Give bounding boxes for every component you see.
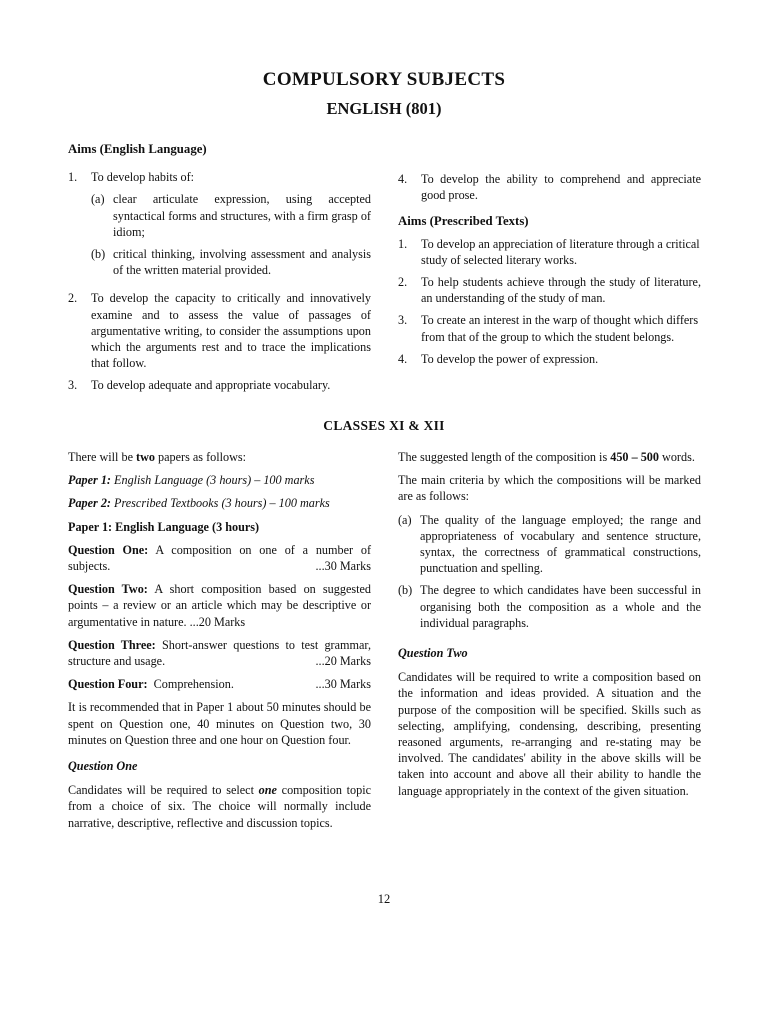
papers-intro-post: papers as follows: xyxy=(155,450,247,464)
question-one-heading: Question One xyxy=(68,759,138,774)
aims-language-heading: Aims (English Language) xyxy=(68,142,207,156)
aims-language-section xyxy=(68,141,371,400)
item-text: To develop an appreciation of literature through a critical study of selected literary works. xyxy=(421,236,700,267)
time-recommendation: It is recommended that in Paper 1 about 50 minutes should be spent on Question one, 40 minutes on Question two, 30 minutes on Question three and one hour on Question four. xyxy=(68,700,371,747)
item-text: To help students achieve through the study of literature, an understanding of the study of man. xyxy=(421,275,701,306)
item-number: 4. xyxy=(398,172,408,186)
page-number: 12 xyxy=(377,892,391,906)
question-two-heading: Question Two xyxy=(398,646,468,661)
papers-intro-pre: There will be xyxy=(68,450,137,464)
question-two-marks: ...20 Marks xyxy=(189,614,246,629)
item-text: To create an interest in the warp of thought which differs from that of the group to which the student belongs. xyxy=(421,313,699,344)
question-three-label: Question Three: xyxy=(68,637,156,652)
question-three-text: Short-answer questions to test grammar, structure and usage. xyxy=(68,637,372,669)
question-three-row xyxy=(68,637,371,669)
paper-2-line xyxy=(68,495,371,511)
classes-heading: CLASSES XI & XII xyxy=(323,418,445,433)
composition-length-pre: The suggested length of the composition is xyxy=(398,450,611,464)
question-four-marks: ...30 Marks xyxy=(315,677,371,692)
question-one-desc-emph: one xyxy=(258,783,277,798)
item-number: 4. xyxy=(398,351,408,366)
criteria-text: The degree to which candidates have been successful in organising both the composition as a whole and the individual paragraphs. xyxy=(420,583,701,630)
sub-item-text: clear articulate expression, using accepted syntactical forms and structures, with a firm grasp of idiom; xyxy=(113,192,371,239)
paper-1-line xyxy=(68,472,371,488)
criteria-number: (a) xyxy=(398,512,412,527)
criteria-item-b xyxy=(398,582,701,631)
composition-length xyxy=(398,449,701,465)
item-number: 2. xyxy=(398,275,408,290)
question-two-text: A short composition based on suggested points – a review or an article which may be descriptive or argumentative in nature. xyxy=(68,582,371,629)
item-text: To develop the capacity to critically and innovatively examine and to assess the value of passages of argumentative writing, to consider the assumptions upon which the arguments rest and to trace the implications that follow. xyxy=(91,291,371,371)
aims-texts-heading: Aims (Prescribed Texts) xyxy=(398,214,529,229)
item-text: To develop habits of: xyxy=(91,170,195,185)
page-subtitle: ENGLISH (801) xyxy=(326,99,442,118)
criteria-text: The quality of the language employed; the range and appropriateness of vocabulary and sentence structure, syntax, the correctness of grammatical constructions, punctuation and spelling. xyxy=(420,512,701,576)
question-four-text: Comprehension. xyxy=(147,677,234,692)
question-one-marks: ...30 Marks xyxy=(315,559,371,574)
question-three-marks: ...20 Marks xyxy=(315,654,371,669)
question-one-desc-post: composition topic from a choice of six. The choice will normally include narrative, descriptive, reflective and discussion topics. xyxy=(68,783,371,830)
papers-intro xyxy=(68,449,371,465)
question-one-row xyxy=(68,542,371,574)
aims-texts-item xyxy=(398,274,701,306)
item-text: To develop the ability to comprehend and appreciate good prose. xyxy=(421,172,701,203)
item-number: 3. xyxy=(398,313,408,328)
page-title: COMPULSORY SUBJECTS xyxy=(262,69,506,90)
item-number: 1. xyxy=(398,236,408,251)
question-one-description xyxy=(68,782,371,831)
papers-section xyxy=(68,449,371,838)
criteria-number: (b) xyxy=(398,583,413,598)
aims-texts-item xyxy=(398,312,701,344)
papers-intro-bold: two xyxy=(136,450,155,464)
question-one-text: A composition on one of a number of subjects. xyxy=(68,542,371,574)
aims-language-item-1 xyxy=(68,169,371,278)
aims-language-item-1b xyxy=(91,246,371,278)
aims-texts-item xyxy=(398,236,701,268)
criteria-intro: The main criteria by which the compositions will be marked are as follows: xyxy=(398,473,701,504)
aims-texts-item xyxy=(398,351,701,367)
aims-language-item-1a xyxy=(91,191,371,240)
aims-right-section xyxy=(398,171,701,373)
sub-item-number: (a) xyxy=(91,192,105,207)
paper-1-text: English Language (3 hours) – 100 marks xyxy=(110,473,315,488)
aims-language-item-2 xyxy=(68,290,371,371)
paper-1-heading: Paper 1: English Language (3 hours) xyxy=(68,519,260,534)
item-number: 3. xyxy=(68,378,78,393)
sub-item-text: critical thinking, involving assessment and analysis of the written material provided. xyxy=(113,247,371,278)
item-number: 1. xyxy=(68,170,78,185)
question-four-label: Question Four: xyxy=(68,677,148,692)
question-two-row xyxy=(68,581,371,630)
composition-length-post: words. xyxy=(658,450,695,464)
item-text: To develop the power of expression. xyxy=(421,351,599,366)
question-one-desc-pre: Candidates will be required to select xyxy=(68,783,259,798)
item-number: 2. xyxy=(68,291,78,306)
aims-language-item-4 xyxy=(398,171,701,203)
question-two-label: Question Two: xyxy=(68,582,148,597)
paper-1-label: Paper 1: xyxy=(68,473,111,488)
composition-section xyxy=(398,449,701,806)
question-two-description: Candidates will be required to write a composition based on the information and ideas provided. A situation and the purpose of the composition will be specified. Skills such as selecting, amplifying, condensing, describing, presenting reasoned arguments, re-arranging and re-stating may be involved. The candidates' ability in the above skills will be taken into account and above all their ability to handle the language appropriately in the context of the given situation. xyxy=(398,670,701,798)
aims-language-item-3 xyxy=(68,377,371,393)
item-text: To develop adequate and appropriate vocabulary. xyxy=(91,378,331,393)
paper-2-text: Prescribed Textbooks (3 hours) – 100 marks xyxy=(110,496,330,511)
criteria-item-a xyxy=(398,512,701,577)
composition-length-bold: 450 – 500 xyxy=(610,450,659,464)
paper-2-label: Paper 2: xyxy=(68,496,111,511)
question-four-row xyxy=(68,676,371,692)
question-one-label: Question One: xyxy=(68,542,149,557)
sub-item-number: (b) xyxy=(91,247,106,262)
